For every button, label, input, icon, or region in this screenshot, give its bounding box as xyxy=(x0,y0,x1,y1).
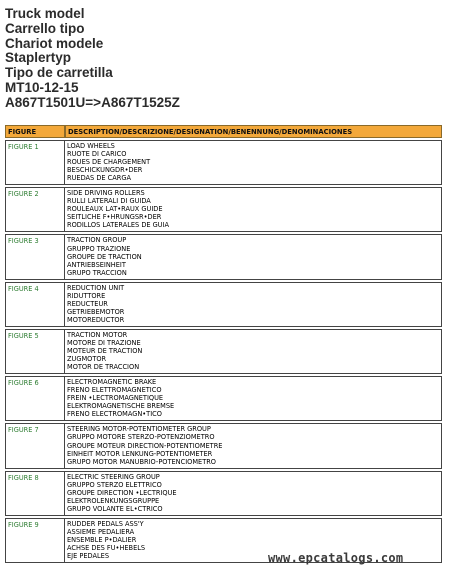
description-line: ROULEAUX LAT•RAUX GUIDE xyxy=(67,205,163,214)
description-line: GROUPE DIRECTION •LECTRIQUE xyxy=(67,488,177,497)
document-header xyxy=(5,7,180,111)
description-cell xyxy=(65,282,442,327)
description-cell xyxy=(65,234,442,279)
table-row xyxy=(5,234,442,279)
description-line: REDUCTEUR xyxy=(67,299,108,308)
description-line: EJE PEDALES xyxy=(67,552,110,561)
description-line: ACHSE DES FU•HEBELS xyxy=(67,544,146,553)
description-line: ZUGMOTOR xyxy=(67,355,107,364)
figure-cell[interactable]: FIGURE 9 xyxy=(5,518,65,563)
header-line-carrello-tipo: Carrello tipo xyxy=(5,20,85,36)
description-cell xyxy=(65,423,442,468)
description-line: GRUPO TRACCION xyxy=(67,268,127,277)
description-line: ELECTROMAGNETIC BRAKE xyxy=(67,378,157,387)
description-line: REDUCTION UNIT xyxy=(67,283,125,292)
header-line-tipo-carretilla: Tipo de carretilla xyxy=(5,65,113,81)
description-cell xyxy=(65,471,442,516)
header-line-staplertyp: Staplertyp xyxy=(5,50,72,66)
description-line: GRUPO VOLANTE EL•CTRICO xyxy=(67,504,163,513)
table-row xyxy=(5,187,442,232)
description-cell xyxy=(65,187,442,232)
description-line: ELEKTROLENKUNGSGRUPPE xyxy=(67,496,160,505)
description-line: LOAD WHEELS xyxy=(67,142,115,150)
figure-index-table xyxy=(5,125,442,563)
description-line: GRUPPO TRAZIONE xyxy=(67,244,131,253)
description-line: RULLI LATERALI DI GUIDA xyxy=(67,197,151,206)
description-line: RUDDER PEDALS ASS'Y xyxy=(67,519,144,528)
description-line: MOTEUR DE TRACTION xyxy=(67,347,143,356)
figure-cell[interactable]: FIGURE 7 xyxy=(5,423,65,468)
header-line-truck-model: Truck model xyxy=(5,6,85,21)
description-line: BESCHICKUNGDR•DER xyxy=(67,166,143,175)
description-line: ELEKTROMAGNETISCHE BREMSE xyxy=(67,402,175,411)
table-row xyxy=(5,282,442,327)
table-body xyxy=(5,138,442,563)
description-line: RIDUTTORE xyxy=(67,291,106,300)
description-line: FRENO ELECTROMAGN•TICO xyxy=(67,410,162,419)
table-header-row xyxy=(5,125,442,138)
description-line: FREIN •LECTROMAGNETIQUE xyxy=(67,394,164,403)
figure-cell[interactable]: FIGURE 8 xyxy=(5,471,65,516)
description-line: TRACTION MOTOR xyxy=(67,330,128,339)
description-line: ELECTRIC STEERING GROUP xyxy=(67,472,160,481)
description-line: GRUPPO STERZO ELETTRICO xyxy=(67,480,162,489)
table-row xyxy=(5,376,442,421)
figure-cell[interactable]: FIGURE 5 xyxy=(5,329,65,374)
description-line: RODILLOS LATERALES DE GUIA xyxy=(67,221,170,230)
description-line: GROUPE DE TRACTION xyxy=(67,252,142,261)
table-row xyxy=(5,140,442,185)
description-line: ENSEMBLE P•DALIER xyxy=(67,535,137,544)
table-row xyxy=(5,329,442,374)
header-line-chariot-modele: Chariot modele xyxy=(5,35,104,51)
figure-cell[interactable]: FIGURE 2 xyxy=(5,187,65,232)
description-line: MOTORE DI TRAZIONE xyxy=(67,338,141,347)
header-line-model-number: MT10-12-15 xyxy=(5,79,79,95)
description-line: RUOTE DI CARICO xyxy=(67,150,127,159)
description-line: ROUES DE CHARGEMENT xyxy=(67,158,151,167)
description-cell xyxy=(65,329,442,374)
description-line: EINHEIT MOTOR LENKUNG-POTENTIOMETER xyxy=(67,449,213,458)
description-cell xyxy=(65,140,442,185)
figure-cell[interactable]: FIGURE 3 xyxy=(5,234,65,279)
description-line: STEERING MOTOR-POTENTIOMETER GROUP xyxy=(67,425,211,434)
description-line: ASSIEME PEDALIERA xyxy=(67,527,135,536)
table-row xyxy=(5,423,442,468)
figure-cell[interactable]: FIGURE 4 xyxy=(5,282,65,327)
description-line: FRENO ELETTROMAGNETICO xyxy=(67,386,162,395)
header-line-serial-range: A867T1501U=>A867T1525Z xyxy=(5,94,180,110)
figure-cell[interactable]: FIGURE 1 xyxy=(5,140,65,185)
watermark: www.epcatalogs.com xyxy=(268,551,404,565)
description-cell xyxy=(65,376,442,421)
description-line: GETRIEBEMOTOR xyxy=(67,307,125,316)
table-row xyxy=(5,471,442,516)
description-line: MOTOREDUCTOR xyxy=(67,315,125,324)
description-line: RUEDAS DE CARGA xyxy=(67,174,131,183)
description-line: GRUPPO MOTORE STERZO-POTENZIOMETRO xyxy=(67,433,215,442)
figure-cell[interactable]: FIGURE 6 xyxy=(5,376,65,421)
description-line: SEITLICHE F•HRUNGSR•DER xyxy=(67,213,162,222)
description-line: GROUPE MOTEUR DIRECTION-POTENTIOMETRE xyxy=(67,441,223,450)
description-line: TRACTION GROUP xyxy=(67,236,127,245)
description-line: SIDE DRIVING ROLLERS xyxy=(67,189,145,198)
description-line: GRUPO MOTOR MANUBRIO-POTENCIOMETRO xyxy=(67,457,217,466)
column-header-description: DESCRIPTION/DESCRIZIONE/DESIGNATION/BENENNUNG/DENOMINACIONES xyxy=(65,125,442,138)
description-line: MOTOR DE TRACCION xyxy=(67,363,140,372)
column-header-figure: FIGURE xyxy=(5,125,65,138)
description-line: ANTRIEBSEINHEIT xyxy=(67,260,126,269)
